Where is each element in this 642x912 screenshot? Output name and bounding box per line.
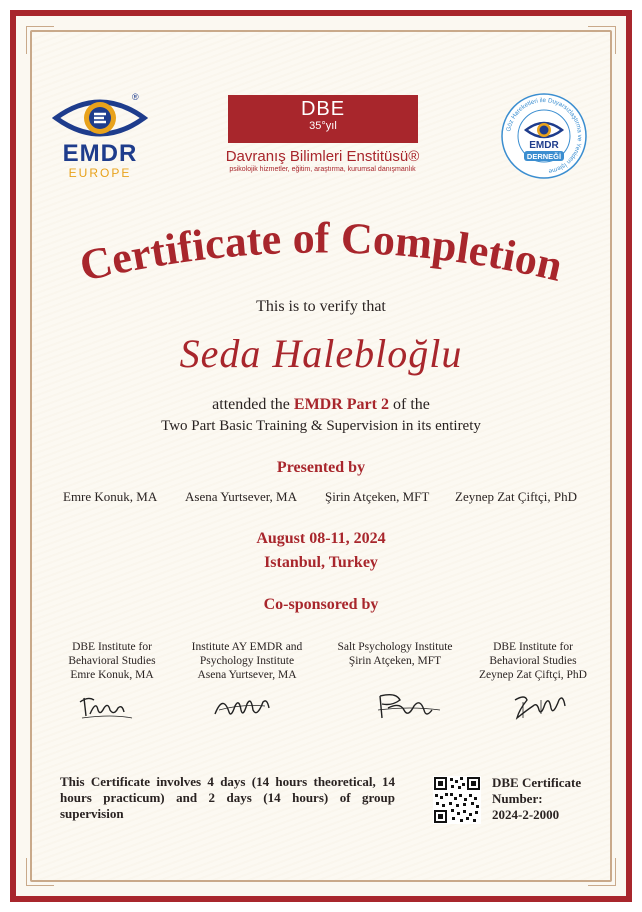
sponsor-block	[172, 640, 322, 682]
sponsor-line: Asena Yurtsever, MA	[197, 669, 297, 681]
emdr-dernegi-seal	[500, 92, 588, 180]
presented-by-label: Presented by	[276, 459, 366, 476]
dbe-tagline: psikolojik hizmetler, eğitim, araştırma, kurumsal danışmanlık	[229, 166, 416, 173]
signature-icon	[370, 688, 450, 724]
sponsor-block	[458, 640, 608, 682]
corner-ornament	[588, 858, 616, 886]
presenter-name: Emre Konuk, MA	[63, 489, 158, 504]
qr-code-icon	[433, 776, 481, 824]
course-name: EMDR Part 2	[293, 396, 389, 413]
attended-line	[0, 396, 642, 414]
certificate-number: 2024-2-2000	[492, 807, 560, 822]
attended-post: of the	[392, 396, 430, 413]
seal-ring-text: Göz Hareketleri ile Duyarsızlaştırma ve Yeniden İşleme	[505, 96, 584, 175]
emdr-logo-subtext: EUROPE	[68, 166, 132, 180]
certificate-number-block	[492, 775, 602, 823]
certificate-number-label: DBE Certificate	[492, 775, 582, 790]
sponsor-line: Emre Konuk, MA	[70, 669, 154, 681]
sponsor-line: Salt Psychology Institute	[337, 641, 453, 653]
certificate-title	[40, 215, 602, 305]
emdr-europe-logo	[52, 92, 148, 182]
sponsor-line: DBE Institute for	[493, 641, 573, 653]
dbe-logo-title: DBE	[300, 98, 346, 120]
svg-text:Certificate of Completion: Certificate of Completion	[75, 215, 567, 291]
sponsor-block	[320, 640, 470, 668]
recipient-name: Seda Halebloğlu	[179, 331, 463, 376]
sponsor-line: Psychology Institute	[199, 655, 295, 667]
corner-ornament	[588, 26, 616, 54]
presenter-name: Şirin Atçeken, MFT	[325, 489, 430, 504]
program-description: Two Part Basic Training & Supervision in its entirety	[161, 418, 481, 434]
attended-pre: attended the	[212, 396, 290, 413]
sponsor-block	[37, 640, 187, 682]
signature-icon	[505, 688, 585, 724]
dbe-logo	[228, 95, 418, 143]
signature-icon	[72, 688, 152, 724]
event-date: August 08-11, 2024	[256, 530, 386, 547]
certificate-footer-note: This Certificate involves 4 days (14 hours theoretical, 14 hours practicum) and 2 days (14 hours) of group supervision	[60, 774, 395, 821]
sponsor-line: Institute AY EMDR and	[191, 641, 303, 653]
corner-ornament	[26, 26, 54, 54]
presenter-name: Zeynep Zat Çiftçi, PhD	[455, 489, 578, 504]
sponsor-line: DBE Institute for	[72, 641, 152, 653]
sponsor-line: Behavioral Studies	[489, 655, 577, 667]
svg-text:DERNEĞİ: DERNEĞİ	[526, 152, 562, 161]
cosponsored-label: Co-sponsored by	[263, 596, 379, 613]
dbe-institute-name: Davranış Bilimleri Enstitüsü®	[225, 148, 420, 165]
dbe-logo-year: 35°yıl	[309, 120, 337, 132]
seal-icon	[500, 92, 588, 180]
presenter-name: Asena Yurtsever, MA	[185, 489, 297, 504]
signature-icon	[205, 688, 285, 724]
registered-mark: ®	[132, 92, 139, 102]
emdr-logo-text: EMDR	[62, 140, 138, 167]
sponsor-line: Behavioral Studies	[68, 655, 156, 667]
verify-text: This is to verify that	[256, 298, 386, 315]
sponsor-line: Şirin Atçeken, MFT	[348, 655, 442, 667]
corner-ornament	[26, 858, 54, 886]
event-location: Istanbul, Turkey	[264, 554, 378, 571]
certificate-number-label: Number:	[492, 791, 543, 806]
svg-text:EMDR: EMDR	[529, 140, 559, 151]
sponsor-line: Zeynep Zat Çiftçi, PhD	[479, 669, 587, 681]
